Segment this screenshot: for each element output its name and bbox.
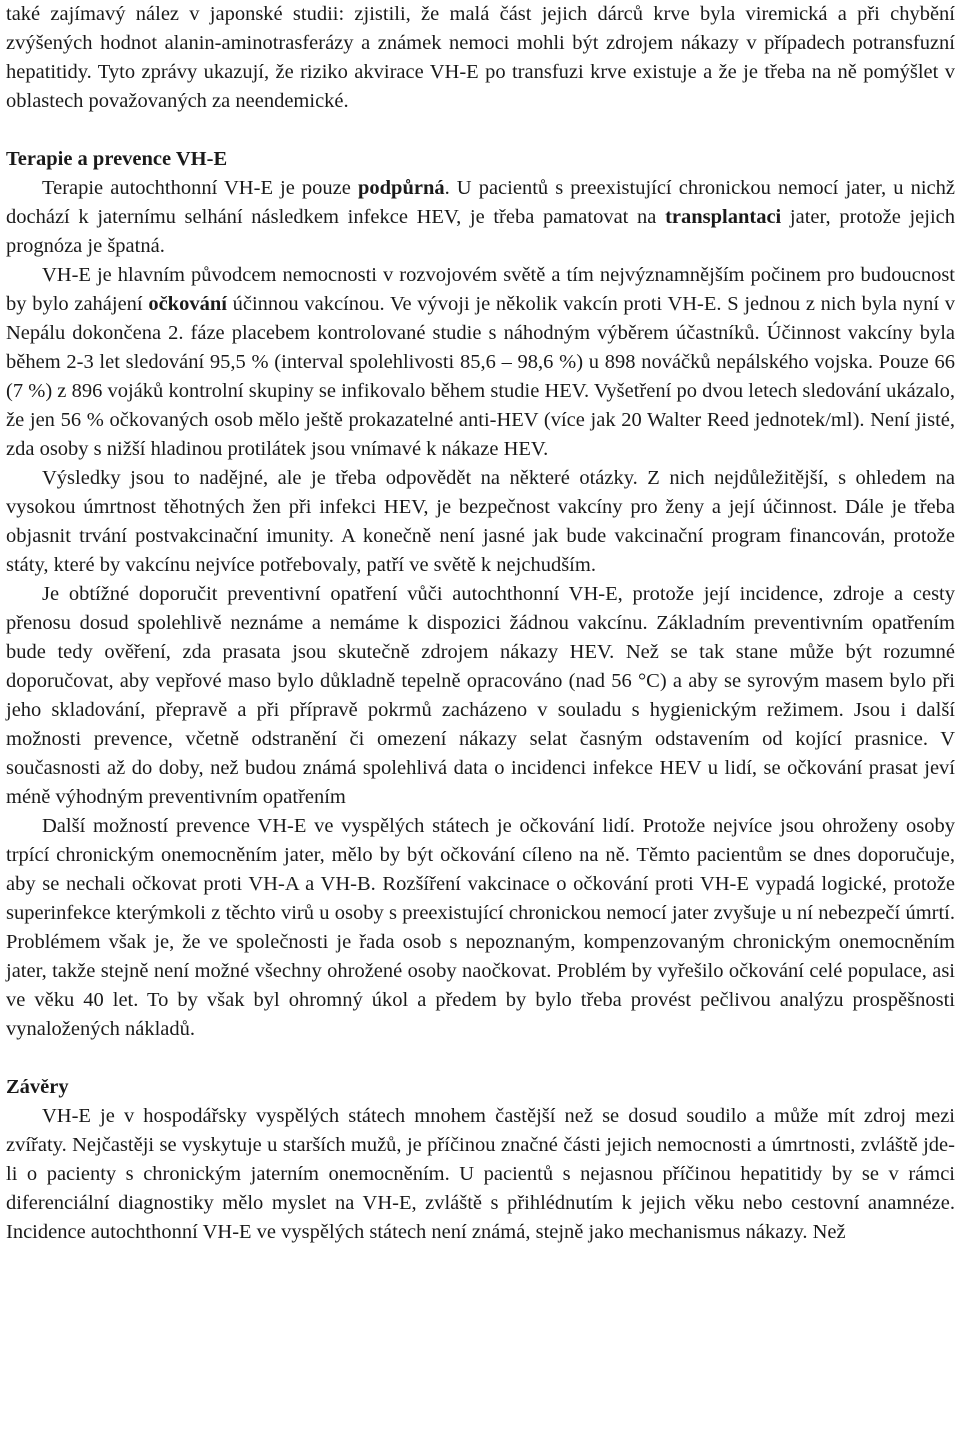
- therapy-p2-bold-vaccination: očkování: [148, 293, 227, 315]
- therapy-paragraph-3: Výsledky jsou to nadějné, ale je třeba odpovědět na některé otázky. Z nich nejdůležitější, s ohledem na vysokou úmrtnost těhotných žen při infekci HEV, je bezpečnost vakcíny pro ženy a její účinnost. Dále je třeba objasnit trvání postvakcinační imunity. A konečně není jasné jak bude vakcinační program financován, protože státy, které by vakcínu nejvíce potřebovaly, patří ve světě k nejchudším.: [6, 467, 955, 576]
- therapy-p1-bold-transplant: transplantaci: [665, 206, 782, 228]
- therapy-paragraph-2: [6, 261, 955, 464]
- therapy-paragraph-5: Další možností prevence VH-E ve vyspělých státech je očkování lidí. Protože nejvíce jsou ohroženy osoby trpící chronickým onemocněním jater, mělo by být očkování cíleno na ně. Těmto pacientům se dnes doporučuje, aby se nechali očkovat proti VH-A a VH-B. Rozšíření vakcinace o očkování proti VH-E vypadá logické, protože superinfekce kterýmkoli z těchto virů u osoby s preexistující chronickou nemocí jater zvyšuje u ní nebezpečí úmrtí. Problémem však je, že ve společnosti je řada osob s nepoznaným, kompenzovaným chronickým onemocněním jater, takže stejně není možné všechny ohrožené osoby naočkovat. Problém by vyřešilo očkování celé populace, asi ve věku 40 let. To by však byl ohromný úkol a předem by bylo třeba provést pečlivou analýzu prospěšnosti vynaložených nákladů.: [6, 815, 955, 1040]
- therapy-p1-text-c: jater, protože jejich prognóza je špatná.: [6, 206, 955, 257]
- therapy-paragraph-1: [6, 174, 955, 261]
- therapy-paragraph-4: Je obtížné doporučit preventivní opatření vůči autochthonní VH-E, protože její incidence, zdroje a cesty přenosu dosud spolehlivě neznáme a nemáme k dispozici žádnou vakcínu. Základním preventivním opatřením bude tedy ověření, zda prasata jsou skutečně zdrojem nákazy HEV. Než se tak stane může být rozumné doporučovat, aby vepřové maso bylo důkladně tepelně opracováno (nad 56 °C) a aby se syrovým masem bylo při jeho skladování, přepravě a při přípravě pokrmů zacházeno v souladu s hygienickým režimem. Jsou i další možnosti prevence, včetně odstranění či omezení nákazy selat časným odstavením od kojící prasnice. V současnosti až do doby, než budou známá spolehlivá data o incidenci infekce HEV u lidí, se očkování prasat jeví méně výhodným preventivním opatřením: [6, 583, 955, 808]
- conclusions-paragraph-1: VH-E je v hospodářsky vyspělých státech mnohem častější než se dosud soudilo a může mít zdroj mezi zvířaty. Nejčastěji se vyskytuje u starších mužů, je příčinou značné části jejich nemocnosti a úmrtnosti, zvláště jde-li o pacienty s chronickým jaterním onemocněním. U pacientů s nejasnou příčinou hepatitidy by se v rámci diferenciální diagnostiky mělo myslet na VH-E, zvláště s přihlédnutím k jejich věku nebo cestovní anamnéze. Incidence autochthonní VH-E ve vyspělých státech není známá, stejně jako mechanismus nákazy. Než: [6, 1105, 955, 1243]
- section-heading-conclusions: Závěry: [6, 1076, 69, 1098]
- therapy-p2-text-b: účinnou vakcínou. Ve vývoji je několik vakcín proti VH-E. S jednou z nich byla nyní v Nepálu dokončena 2. fáze placebem kontrolované studie s náhodným výběrem účastníků. Účinnost vakcíny byla během 2-3 let sledování 95,5 % (interval spolehlivosti 85,6 – 98,6 %) u 898 nováčků nepálského vojska. Pouze 66 (7 %) z 896 vojáků kontrolní skupiny se infikovalo během studie HEV. Vyšetření po dvou letech sledování ukázalo, že jen 56 % očkovaných osob mělo ještě prokazatelné anti-HEV (více jak 20 Walter Reed jednotek/ml). Není jisté, zda osoby s nižší hladinou protilátek jsou vnímavé k nákaze HEV.: [6, 293, 955, 460]
- document-page: [6, 0, 955, 1247]
- therapy-p1-text-a: Terapie autochthonní VH-E je pouze: [42, 177, 358, 199]
- therapy-p1-text-b: . U pacientů s preexistující chronickou nemocí jater, u nichž dochází k jaternímu selhání následkem infekce HEV, je třeba pamatovat na: [6, 177, 955, 228]
- therapy-p1-bold-supportive: podpůrná: [357, 177, 445, 199]
- intro-paragraph: také zajímavý nález v japonské studii: zjistili, že malá část jejich dárců krve byla viremická a při chybění zvýšených hodnot alanin-aminotrasferázy a známek nemoci mohli být zdrojem nákazy v případech potransfuzní hepatitidy. Tyto zprávy ukazují, že riziko akvirace VH-E po transfuzi krve existuje a že je třeba na ně pomýšlet v oblastech považovaných za neendemické.: [6, 3, 955, 112]
- section-heading-therapy: Terapie a prevence VH-E: [6, 148, 228, 170]
- therapy-p2-text-a: VH-E je hlavním původcem nemocnosti v rozvojovém světě a tím nejvýznamnějším počinem pro budoucnost by bylo zahájení: [6, 264, 955, 315]
